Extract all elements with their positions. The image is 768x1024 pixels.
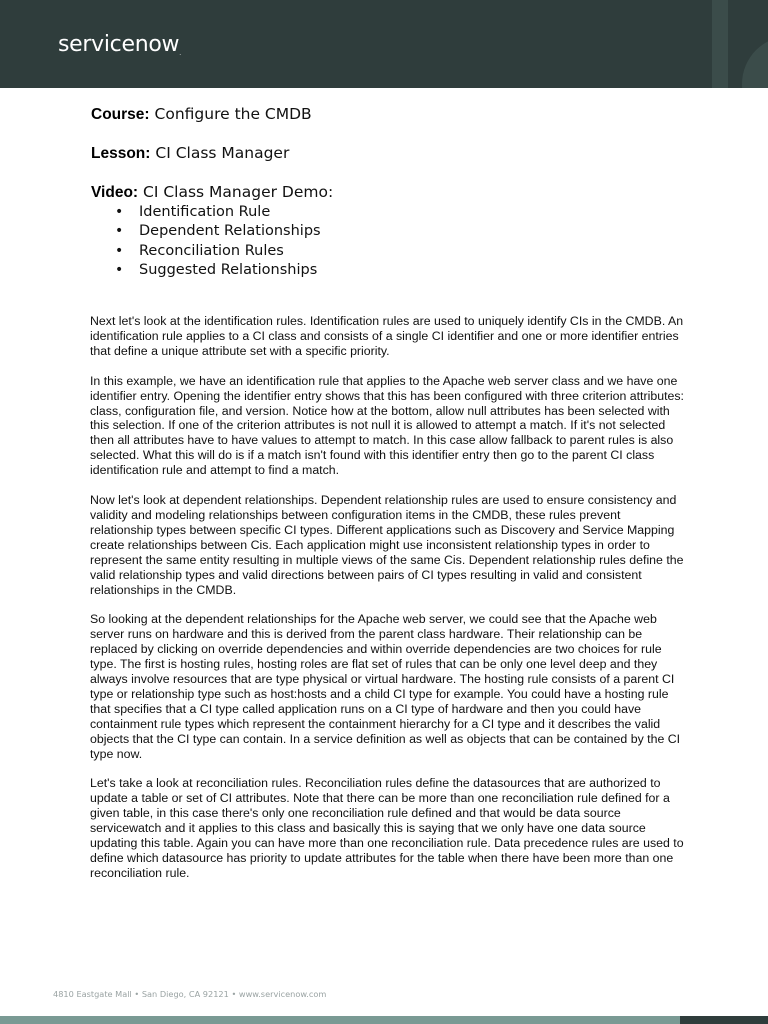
brand-name: servicenow: [58, 32, 180, 57]
lesson-meta: [91, 104, 691, 281]
course-label: Course:: [91, 106, 150, 123]
footer-address: 4810 Eastgate Mall • San Diego, CA 92121 • www.servicenow.com: [53, 989, 327, 999]
lesson-value: CI Class Manager: [155, 144, 290, 162]
footer-bar: [0, 1016, 768, 1024]
course-value: Configure the CMDB: [154, 105, 312, 123]
paragraph-reconciliation-rules: Let's take a look at reconciliation rules. Reconciliation rules define the datasources that are authorized to update a table or set of CI attributes. Note that there can be more than one reconciliation rule defined for a given table, in this case there's only one reconciliation rule defined and that would be data source servicewatch and it applies to this class and basically this is saying that we only have one data source updating this table. Again you can have more than one reconciliation rule. Data precedence rules are used to define which datasource has priority to update attributes for the table when there have been more than one reconciliation rule.: [90, 776, 684, 880]
list-item: • Reconciliation Rules: [91, 242, 691, 261]
paragraph-apache-dependencies: So looking at the dependent relationships for the Apache web server, we could see that the Apache web server runs on hardware and this is derived from the parent class hardware. Their relationship can be replaced by clicking on override dependencies and within override dependencies are two choices for rule type. The first is hosting rules, hosting roles are flat set of rules that can be only one level deep and they always involve resources that are type physical or virtual hardware. The hosting rule consists of a parent CI type or relationship type such as host:hosts and a child CI type for example. You could have a hosting rule that specifies that a CI type called application runs on a CI type of hardware and then you could have containment rule types which represent the containment hierarchy for a CI type and it describes the valid objects that the CI type can contain. In a service definition as well as objects that can be contained by the CI type now.: [90, 612, 681, 761]
video-label: Video:: [91, 184, 139, 201]
paragraph-dependent-relationships: Now let's look at dependent relationships. Dependent relationship rules are used to ensure consistency and validity and modeling relationships between configuration items in the CMDB, these rules prevent relationship types between specific CI types. Different applications such as Discovery and Service Mapping create relationships between Cis. Each application might use inconsistent relationship types in order to represent the same entity resulting in multiple views of the same Cis. Dependent relationship rules define the valid relationship types and valid directions between pairs of CI types resulting in valid and consistent relationships in the CMDB.: [90, 493, 684, 597]
decorative-stripe: [712, 0, 728, 88]
header-banner: [0, 0, 768, 88]
video-value: CI Class Manager Demo:: [143, 183, 334, 201]
list-item: • Dependent Relationships: [91, 222, 691, 241]
course-line: [91, 104, 691, 125]
video-line: [91, 182, 691, 203]
paragraph-identification-example: In this example, we have an identification rule that applies to the Apache web server class and we have one identifier entry. Opening the identifier entry shows that this has been configured with three criterion attributes: class, configuration file, and version. Notice how at the bottom, allow null attributes has been selected with this selection. If one of the criterion attributes is not null it is allowed to attempt a match. If it's not selected then all attributes have to have values to attempt to match. In this case allow fallback to parent rules is also selected. What this will do is if a match isn't found with this identifier entry then go to the parent CI class identification rule and attempt to find a match.: [90, 373, 684, 478]
lesson-label: Lesson:: [91, 145, 151, 162]
list-item: • Suggested Relationships: [91, 261, 691, 280]
servicenow-logo: [58, 32, 181, 57]
paragraph-identification-rules: Next let's look at the identification rules. Identification rules are used to uniquely identify CIs in the CMDB. An identification rule applies to a CI class and consists of a single CI identifier and one or more identifier entries that define a unique attribute set with a specific priority.: [90, 314, 684, 358]
footer-bar-accent: [680, 1016, 768, 1024]
topic-list: [91, 203, 691, 281]
decorative-arc: [742, 36, 768, 88]
brand-mark: .: [179, 50, 181, 57]
lesson-line: [91, 143, 691, 164]
transcript-body: [90, 314, 684, 896]
list-item: • Identification Rule: [91, 203, 691, 222]
